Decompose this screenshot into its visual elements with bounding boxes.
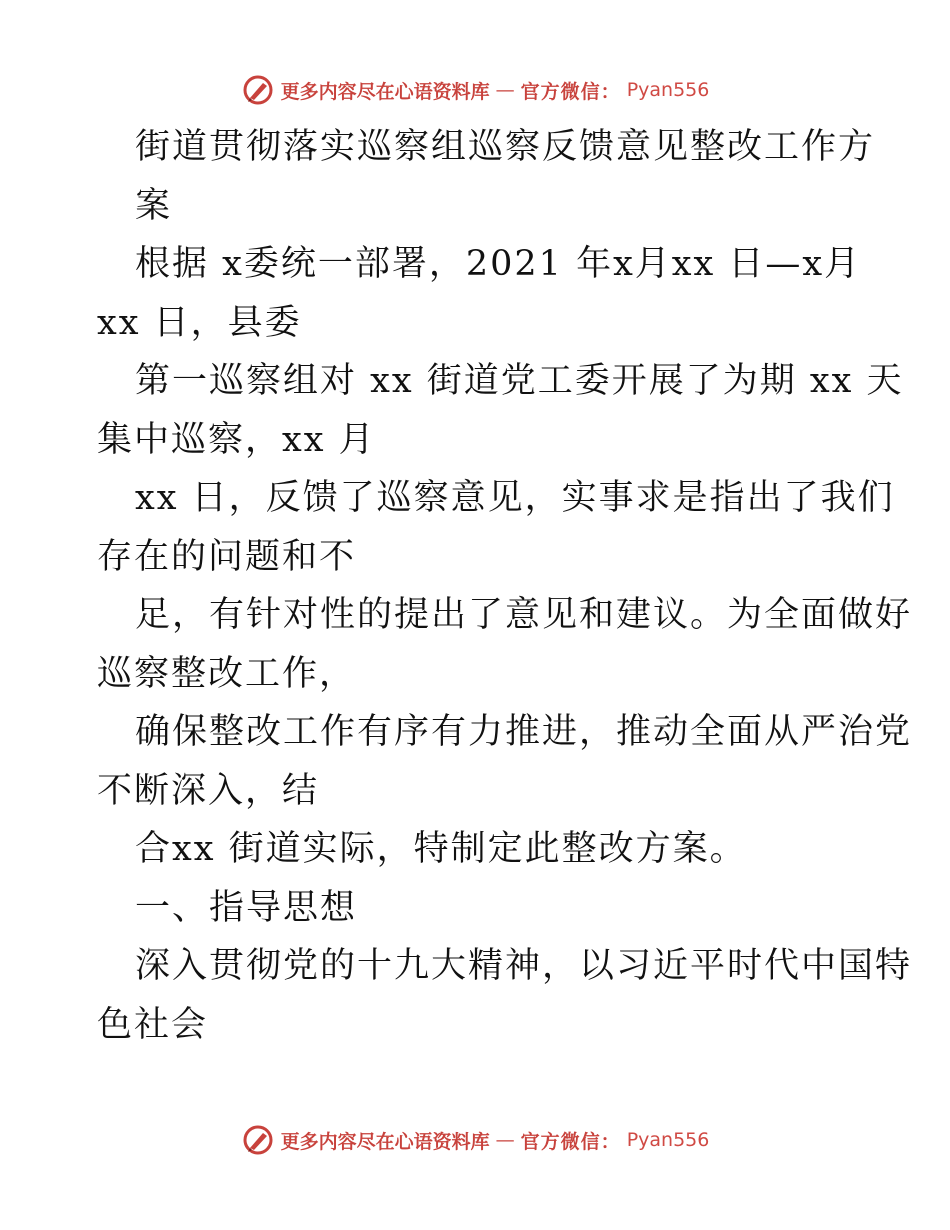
document-line: 一、指导思想	[135, 887, 358, 928]
watermark-wechat-id: Pyan556	[626, 79, 710, 101]
watermark-wechat-label: 官方微信：	[520, 1130, 621, 1153]
document-line: 巡察整改工作，	[97, 653, 357, 694]
document-line: 第一巡察组对 xx 街道党工委开展了为期 xx 天	[135, 361, 904, 401]
red-pen-logo-icon	[241, 73, 275, 107]
watermark-site-text: 更多内容尽在心语资料库	[280, 1130, 490, 1153]
document-line: 集中巡察，xx 月	[97, 419, 376, 460]
red-pen-logo-icon	[241, 1123, 275, 1157]
document-line: 案	[135, 185, 173, 226]
document-line: xx 日，县委	[97, 302, 302, 343]
watermark-separator: —	[495, 1129, 515, 1151]
document-line: 确保整改工作有序有力推进，推动全面从严治党	[135, 712, 913, 752]
document-line: 色社会	[97, 1004, 209, 1045]
bottom-watermark-footer	[0, 1120, 950, 1160]
watermark-separator: —	[495, 79, 515, 101]
document-line: 不断深入，结	[97, 770, 320, 811]
watermark-brand	[241, 73, 710, 107]
document-line: 根据 x委统一部署，2021 年x月xx 日—x月	[135, 244, 862, 284]
document-line: xx 日，反馈了巡察意见，实事求是指出了我们	[135, 478, 895, 518]
document-line: 合xx 街道实际，特制定此整改方案。	[135, 829, 747, 869]
watermark-brand	[241, 1123, 710, 1157]
document-line: 街道贯彻落实巡察组巡察反馈意见整改工作方	[135, 127, 876, 167]
document-line: 深入贯彻党的十九大精神，以习近平时代中国特	[135, 946, 913, 986]
document-body	[97, 118, 913, 1054]
document-line: 足，有针对性的提出了意见和建议。为全面做好	[135, 595, 913, 635]
watermark-wechat-label: 官方微信：	[520, 80, 621, 103]
watermark-wechat-id: Pyan556	[626, 1129, 710, 1151]
watermark-site-text: 更多内容尽在心语资料库	[280, 80, 490, 103]
document-line: 存在的问题和不	[97, 536, 357, 577]
top-watermark-header	[0, 70, 950, 110]
